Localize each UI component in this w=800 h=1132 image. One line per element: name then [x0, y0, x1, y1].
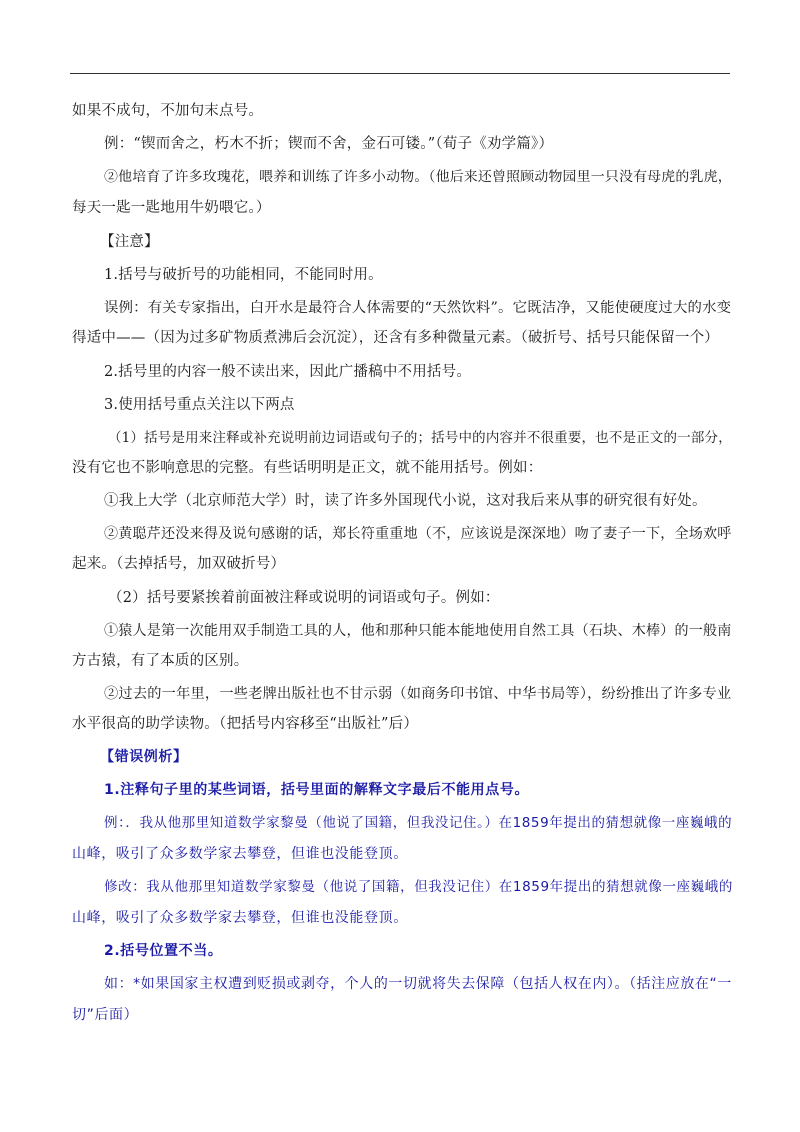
example-line: 误例：有关专家指出，白开水是最符合人体需要的“天然饮料”。它既洁净，又能使硬度过大的水变 [104, 300, 732, 316]
text-line: 如果不成句，不加句末点号。 [72, 103, 264, 119]
sub-item: （1）括号是用来注释或补充说明前边词语或句子的；括号中的内容并不很重要，也不是正文的一部分， [108, 430, 732, 446]
example-line: ②过去的一年里，一些老牌出版社也不甘示弱（如商务印书馆、中华书局等），纷纷推出了许多专业 [104, 686, 732, 702]
text-line: 得适中——（因为过多矿物质煮沸后会沉淀），还含有多种微量元素。（破折号、括号只能保留一个） [72, 330, 719, 346]
text-line: 起来。（去掉括号，加双破折号） [72, 556, 286, 572]
example-line: ①我上大学（北京师范大学）时，读了许多外国现代小说，这对我后来从事的研究很有好处。 [104, 493, 707, 509]
correction-line: 山峰，吸引了众多数学家去攀登，但谁也没能登顶。 [72, 910, 408, 926]
note-item: 1.括号与破折号的功能相同，不能同时用。 [104, 267, 383, 283]
header-rule [70, 73, 730, 74]
error-item: 2.括号位置不当。 [104, 943, 223, 959]
text-line: 每天一匙一匙地用牛奶喂它。） [72, 200, 271, 216]
text-line: 水平很高的助学读物。（把括号内容移至“出版社”后） [72, 716, 419, 732]
error-item: 1.注释句子里的某些词语，括号里面的解释文字最后不能用点号。 [104, 782, 530, 798]
error-example: 切”后面） [72, 1007, 139, 1023]
note-item: 3.使用括号重点关注以下两点 [104, 397, 295, 413]
example-line: ②黄聪芹还没来得及说句感谢的话，郑长符重重地（不，应该说是深深地）吻了妻子一下，全场欢呼 [104, 526, 732, 542]
error-example: 例：．我从他那里知道数学家黎曼（他说了国籍，但我没记住。）在1859年提出的猜想就像一座巍峨的 [104, 815, 733, 831]
example-line: ②他培育了许多玫瑰花，喂养和训练了许多小动物。（他后来还曾照顾动物园里一只没有母虎的乳虎， [104, 169, 732, 185]
error-example: 山峰，吸引了众多数学家去攀登，但谁也没能登顶。 [72, 846, 408, 862]
section-heading: 【注意】 [100, 234, 159, 250]
example-line: 例：“锲而舍之，朽木不折；锲而不舍，金石可镂。”（荀子《劝学篇》） [104, 136, 554, 152]
section-heading-error-analysis: 【错误例析】 [100, 749, 188, 765]
sub-item: （2）括号要紧挨着前面被注释或说明的词语或句子。例如： [108, 590, 500, 606]
example-line: ①猿人是第一次能用双手制造工具的人，他和那种只能本能地使用自然工具（石块、木棒）的一般南 [104, 623, 732, 639]
text-line: 方古猿，有了本质的区别。 [72, 653, 249, 669]
note-item: 2.括号里的内容一般不读出来，因此广播稿中不用括号。 [104, 364, 472, 380]
correction-line: 修改：我从他那里知道数学家黎曼（他说了国籍，但我没记住）在1859年提出的猜想就像一座巍峨的 [104, 879, 733, 895]
text-line: 没有它也不影响意思的完整。有些话明明是正文，就不能用括号。例如： [72, 460, 543, 476]
error-example: 如：*如果国家主权遭到贬损或剥夺，个人的一切就将失去保障（包括人权在内）。（括注应放在“一 [104, 976, 732, 992]
